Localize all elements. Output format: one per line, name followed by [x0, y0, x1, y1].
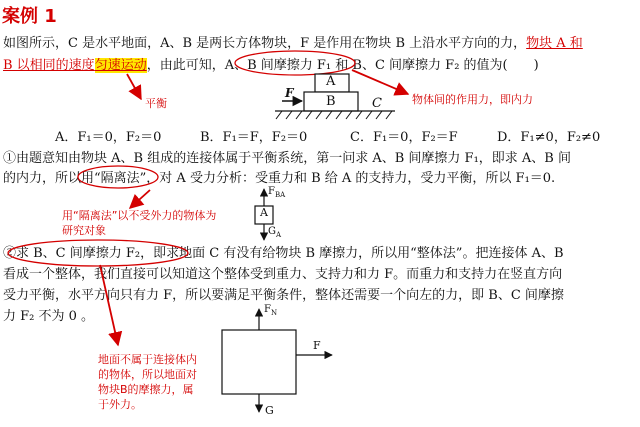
label-a: A	[326, 74, 336, 89]
force-diagram-a-label: A	[260, 206, 268, 219]
highlight-ellipse-f1	[235, 51, 355, 75]
option-d: D．F₁≠0，F₂≠0	[497, 130, 601, 145]
annotation-ground-line-4: 于外力。	[98, 398, 142, 411]
annotation-ground-line-2: 的物体，所以地面对	[98, 368, 197, 381]
annotation-internal-force: 物体间的作用力，即内力	[412, 93, 533, 106]
label-fn: $F_N$	[264, 304, 278, 317]
highlight-ellipse-f2	[8, 240, 188, 266]
explanation-1-line-2: 的内力，所以用“隔离法”，对 A 受力分析：受重力和 B 给 A 的支持力，受力平衡，所以 F₁＝0.	[3, 171, 556, 186]
label-g: G	[265, 404, 274, 417]
annotation-isolation-line-1: 用“隔离法”以不受外力的物体为	[62, 209, 217, 222]
annotation-isolation-line-2: 研究对象	[62, 224, 106, 237]
explanation-2-line-2: 看成一个整体，我们直接可以知道这个整体受到重力、支持力和力 F。而重力和支持力在竖直方向	[3, 267, 563, 282]
annotation-ground-line-3: 物块B的摩擦力，属	[98, 383, 194, 396]
highlight-ellipse-isolation	[78, 166, 158, 188]
explanation-2-line-1: ②求 B、C 间摩擦力 F₂，即求地面 C 有没有给物块 B 摩擦力，所以用“整体法”。把连接体 A、B	[3, 246, 564, 261]
arrow-to-isolation	[130, 190, 150, 208]
arrow-to-balance	[127, 74, 141, 99]
explanation-2-line-4: 力 F₂ 不为 0 。	[3, 309, 95, 324]
force-diagram-ab-box	[222, 330, 296, 394]
label-fba: $F_{BA}$	[268, 186, 286, 199]
label-ga: $G_A$	[268, 226, 282, 239]
label-c: C	[372, 96, 382, 111]
case-title: 案例 1	[2, 6, 57, 27]
problem-line-2: B 以相同的速度匀速运动，由此可知，A、B 间摩擦力 F₁ 和 B、C 间摩擦力 F₂ 的值为( )	[3, 58, 539, 73]
label-f: F	[285, 86, 294, 100]
problem-line-1: 如图所示，C 是水平地面，A、B 是两长方体物块，F 是作用在物块 B 上沿水平方向的力，物块 A 和	[3, 36, 583, 51]
label-b: B	[326, 94, 336, 109]
label-f-right: F	[313, 339, 321, 352]
option-c: C．F₁＝0，F₂＝F	[350, 130, 458, 145]
force-diagram-ab	[222, 309, 332, 412]
option-b: B．F₁＝F，F₂＝0	[200, 130, 308, 145]
annotation-ground-line-1: 地面不属于连接体内	[98, 353, 197, 366]
explanation-2-line-3: 受力平衡，水平方向只有力 F，所以要满足平衡条件，整体还需要一个向左的力，即 B、C 间摩擦	[3, 288, 564, 303]
option-a: A．F₁＝0，F₂＝0	[55, 130, 162, 145]
annotation-balance: 平衡	[145, 97, 167, 110]
arrow-to-internal	[352, 70, 408, 94]
arrow-to-ground-note	[100, 265, 118, 345]
explanation-1-line-1: ①由题意知由物块 A、B 组成的连接体属于平衡系统，第一问求 A、B 间摩擦力 F₁，即求 A、B 间	[3, 151, 571, 166]
